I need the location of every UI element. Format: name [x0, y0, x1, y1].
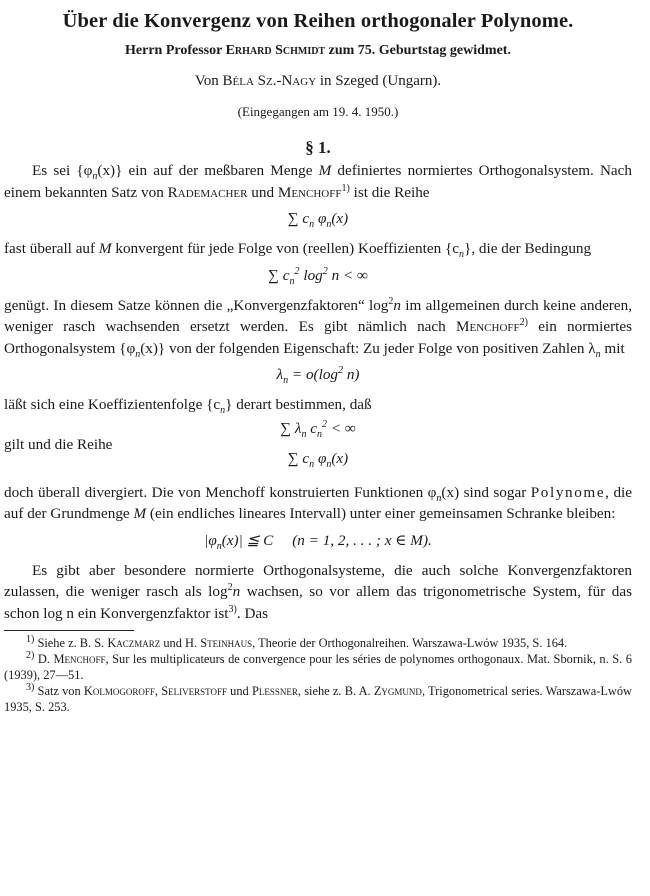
formula-lambda: $\lambda_n = o(\log^2$ n) [276, 364, 360, 387]
formula-pair [4, 420, 632, 476]
formula-condition: ∑ $c_n^2$ $\log^2 n$ < ∞ [268, 265, 368, 287]
dedication: Herrn Professor Erhard Schmidt zum 75. Geburtstag gewidmet. [125, 43, 511, 58]
footnote-ref-2: 2) [519, 316, 528, 328]
footnote-2: $^{2)}$ D. Menchoff, Sur les multiplicateurs de convergence pour les séries de polynomes orthogonaux. Mat. Sbornik, n. S. 6 (1939), 27—51. [4, 649, 632, 682]
honoree-name: Erhard Schmidt [225, 43, 326, 58]
paragraph-3: genügt. In diesem Satze können die „Konvergenzfaktoren“ $\log^2n$ im allgemeinen durch keine anderen, weniger rasch wachsenden ersetzt werden. Es gibt nämlich nach Menchoff$^{2)}$ ein normiertes Orthogonalsystem $\{\varphi_n(x)\}$ von der folgenden Eigenschaft: Zu jeder Folge von positiven Zahlen $\lambda_n$ mit [4, 295, 632, 360]
footnote-ref-3: 3) [228, 603, 237, 615]
paragraph-6: Es gibt aber besondere normierte Orthogonalsysteme, die auch solche Konvergenzfaktoren zulassen, die weniger rasch als $\log^2n$ wachsen, so vor allem das trigonometrische System, für das schon log n ein Konvergenzfaktor ist$^{3)}$. Das [4, 561, 632, 622]
footnotes [4, 635, 632, 715]
footnote-divider [4, 630, 134, 631]
section-heading: § 1. [305, 138, 331, 157]
footnote-1: $^{1)}$ Siehe z. B. S. Kaczmarz und H. Steinhaus, Theorie der Orthogonalreihen. Warszawa-Lwów 1935, S. 164. [26, 633, 568, 650]
paragraph-5: doch überall divergiert. Die von Menchoff konstruierten Funktionen $\varphi_n(x)$ sind sogar Polynome, die auf der Grundmenge M (ein endliches lineares Intervall) unter einer gemeinsamen Schranke bleiben: [4, 483, 632, 522]
received-date: (Eingegangen am 19. 4. 1950.) [237, 104, 399, 119]
formula-bound: $|\varphi_n(x)|$ ≦ C (n = 1, 2, . . . ; x ∈ M). [204, 531, 432, 552]
formula-series-2: ∑ $c_n$ $\varphi_n(x)$ [287, 449, 349, 470]
formula-lambda-sum: ∑ $\lambda_n$ $c_n^2$ < ∞ [280, 418, 356, 440]
article-title: Über die Konvergenz von Reihen orthogonaler Polynome. [62, 10, 574, 32]
paragraph-2: fast überall auf M konvergent für jede Folge von (reellen) Koeffizienten $\{c_n\}$, die der Bedingung [4, 240, 592, 261]
paragraph-4: läßt sich eine Koeffizientenfolge $\{c_n\}$ derart bestimmen, daß [4, 396, 372, 417]
byline: Von Béla Sz.-Nagy in Szeged (Ungarn). [194, 73, 442, 89]
paragraph-1: Es sei $\{\varphi_n(x)\}$ ein auf der meßbaren Menge M definiertes normiertes Orthogonalsystem. Nach einem bekannten Satz von Rademacher und Menchoff$^{1)}$ ist die Reihe [4, 162, 633, 201]
footnote-ref-1: 1) [341, 182, 350, 194]
gilt-text: gilt und die Reihe [4, 435, 113, 453]
formula-series: ∑ $c_n$ $\varphi_n(x)$ [287, 210, 349, 231]
footnote-3: $^{3)}$ Satz von Kolmogoroff, Seliverstoff und Plessner, siehe z. B. A. Zygmund, Trigonometrical series. Warszawa-Lwów 1935, S. 253. [4, 681, 633, 714]
author-name: Béla Sz.-Nagy [222, 73, 317, 89]
